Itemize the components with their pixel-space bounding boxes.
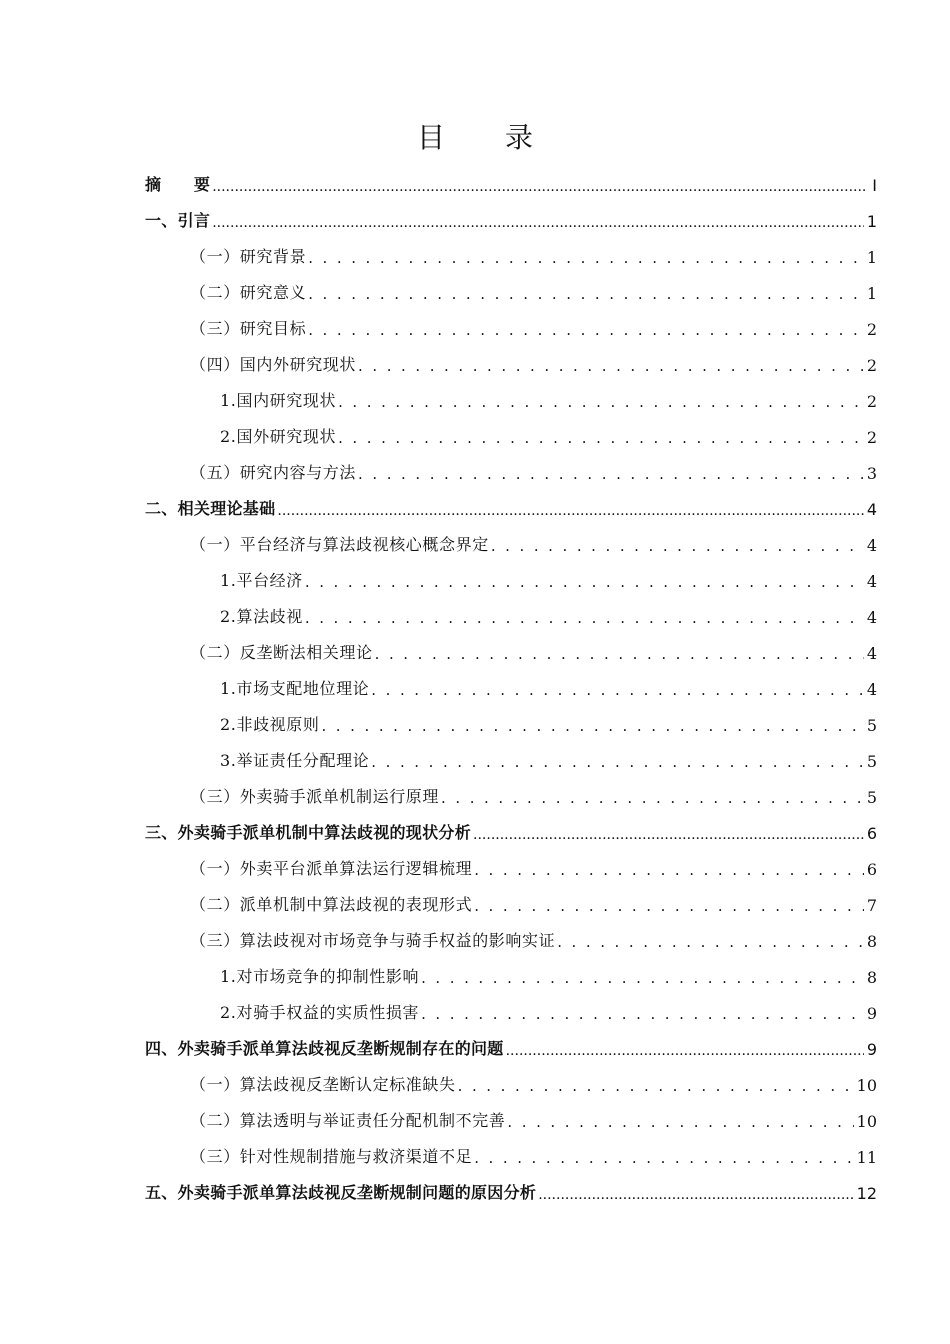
dot-leader: [507, 1113, 853, 1131]
toc-page-number: 11: [856, 1148, 877, 1167]
dot-leader: [321, 717, 863, 735]
toc-entry-title: （二）算法透明与举证责任分配机制不完善: [190, 1111, 506, 1130]
dot-leader: [538, 1185, 853, 1203]
toc-entry[interactable]: [220, 561, 877, 591]
dot-leader: [473, 825, 864, 843]
dot-leader: [358, 465, 864, 483]
toc-entry[interactable]: [220, 417, 877, 447]
toc-page-number: 9: [866, 1004, 877, 1023]
toc-entry[interactable]: [190, 525, 877, 555]
dot-leader: [305, 573, 864, 591]
title-char: 录: [505, 121, 534, 154]
toc-page-number: 5: [866, 716, 877, 735]
toc-entry[interactable]: [220, 741, 877, 771]
toc-entry[interactable]: [220, 597, 877, 627]
dot-leader: [491, 537, 864, 555]
toc-entry[interactable]: [145, 201, 877, 231]
dot-leader: [421, 969, 864, 987]
toc-entry[interactable]: [190, 849, 877, 879]
toc-entry-title: 3.举证责任分配理论: [220, 751, 370, 770]
toc-entry[interactable]: [190, 309, 877, 339]
dot-leader: [308, 285, 864, 303]
toc-page-number: I: [872, 176, 877, 195]
toc-entry[interactable]: [190, 921, 877, 951]
toc-entry[interactable]: [190, 1065, 877, 1095]
toc-entry-title: （一）外卖平台派单算法运行逻辑梳理: [190, 859, 473, 878]
toc-entry-title: （五）研究内容与方法: [190, 463, 357, 482]
toc-entry[interactable]: [145, 489, 877, 519]
toc-entry[interactable]: [190, 885, 877, 915]
toc-page-number: 5: [866, 752, 877, 771]
toc-page-number: 4: [866, 536, 877, 555]
toc-entry[interactable]: [220, 993, 877, 1023]
toc-page-number: 1: [866, 248, 877, 267]
toc-entry-title: （二）反垄断法相关理论: [190, 643, 373, 662]
toc-entry[interactable]: [190, 273, 877, 303]
dot-leader: [441, 789, 864, 807]
toc-entry-title: 2.国外研究现状: [220, 427, 337, 446]
toc-entry-title: （二）派单机制中算法歧视的表现形式: [190, 895, 473, 914]
toc-page-number: 4: [866, 608, 877, 627]
toc-entry[interactable]: [145, 1173, 877, 1203]
toc-entry-title: 一、引言: [145, 211, 211, 230]
dot-leader: [338, 429, 864, 447]
toc-page-number: 2: [866, 356, 877, 375]
toc-entry[interactable]: [190, 237, 877, 267]
toc-entry-title: 五、外卖骑手派单算法歧视反垄断规制问题的原因分析: [145, 1183, 537, 1202]
dot-leader: [375, 645, 864, 663]
toc-entry-title: 三、外卖骑手派单机制中算法歧视的现状分析: [145, 823, 472, 842]
toc-entry-title: （一）算法歧视反垄断认定标准缺失: [190, 1075, 456, 1094]
toc-entry-title: （三）针对性规制措施与救济渠道不足: [190, 1147, 473, 1166]
toc-entry[interactable]: [220, 381, 877, 411]
toc-page-number: 1: [866, 284, 877, 303]
dot-leader: [277, 501, 863, 519]
toc-page-number: 1: [866, 212, 877, 231]
toc-entry-title: 摘 要: [145, 175, 211, 194]
dot-leader: [474, 897, 864, 915]
toc-entry[interactable]: [190, 1137, 877, 1167]
toc-page-number: 5: [866, 788, 877, 807]
toc-page-number: 4: [866, 500, 877, 519]
toc-entry-title: （三）外卖骑手派单机制运行原理: [190, 787, 440, 806]
toc-entry-title: 2.算法歧视: [220, 607, 303, 626]
toc-page-number: 10: [856, 1112, 877, 1131]
dot-leader: [557, 933, 864, 951]
toc-entry[interactable]: [190, 633, 877, 663]
toc-entry[interactable]: [145, 813, 877, 843]
dot-leader: [371, 753, 864, 771]
title-char: 目: [416, 121, 445, 154]
dot-leader: [212, 213, 864, 231]
toc-entry-title: 二、相关理论基础: [145, 499, 276, 518]
toc-page-number: 3: [866, 464, 877, 483]
toc-page-number: 6: [866, 824, 877, 843]
dot-leader: [358, 357, 864, 375]
toc-page-number: 7: [866, 896, 877, 915]
dot-leader: [212, 177, 866, 195]
toc-entry-title: 1.市场支配地位理论: [220, 679, 370, 698]
dot-leader: [308, 249, 864, 267]
toc-entry[interactable]: [145, 1029, 877, 1059]
toc-page-number: 8: [866, 968, 877, 987]
toc-entry-title: 2.非歧视原则: [220, 715, 320, 734]
page-title: [0, 116, 950, 156]
toc-entry[interactable]: [190, 1101, 877, 1131]
toc-page-number: 9: [866, 1040, 877, 1059]
toc-entry[interactable]: [145, 165, 877, 195]
toc-entry-title: 2.对骑手权益的实质性损害: [220, 1003, 420, 1022]
toc-entry[interactable]: [220, 705, 877, 735]
toc-page-number: 2: [866, 320, 877, 339]
dot-leader: [305, 609, 864, 627]
toc-page-number: 4: [866, 572, 877, 591]
toc-entry[interactable]: [190, 453, 877, 483]
dot-leader: [474, 1149, 853, 1167]
toc-entry-title: （一）研究背景: [190, 247, 307, 266]
toc-entry-title: （三）算法歧视对市场竞争与骑手权益的影响实证: [190, 931, 556, 950]
dot-leader: [308, 321, 864, 339]
toc-entry-title: 1.国内研究现状: [220, 391, 337, 410]
toc-page-number: 4: [866, 644, 877, 663]
toc-page-number: 10: [856, 1076, 877, 1095]
dot-leader: [506, 1041, 864, 1059]
toc-entry-title: 四、外卖骑手派单算法歧视反垄断规制存在的问题: [145, 1039, 504, 1058]
toc-page-number: 8: [866, 932, 877, 951]
toc-page-number: 6: [866, 860, 877, 879]
toc-page-number: 2: [866, 392, 877, 411]
toc-entry-title: （一）平台经济与算法歧视核心概念界定: [190, 535, 489, 554]
toc-entry-title: （三）研究目标: [190, 319, 307, 338]
toc-page-number: 4: [866, 680, 877, 699]
toc-entry[interactable]: [190, 777, 877, 807]
dot-leader: [474, 861, 864, 879]
toc-entry[interactable]: [220, 669, 877, 699]
toc-entry-title: （四）国内外研究现状: [190, 355, 357, 374]
toc-entry[interactable]: [220, 957, 877, 987]
toc-entry-title: 1.对市场竞争的抑制性影响: [220, 967, 420, 986]
dot-leader: [338, 393, 864, 411]
dot-leader: [371, 681, 864, 699]
toc-entry[interactable]: [190, 345, 877, 375]
dot-leader: [458, 1077, 854, 1095]
toc-page-number: 12: [856, 1184, 877, 1203]
toc-entry-title: 1.平台经济: [220, 571, 303, 590]
dot-leader: [421, 1005, 864, 1023]
toc-page-number: 2: [866, 428, 877, 447]
toc-entry-title: （二）研究意义: [190, 283, 307, 302]
